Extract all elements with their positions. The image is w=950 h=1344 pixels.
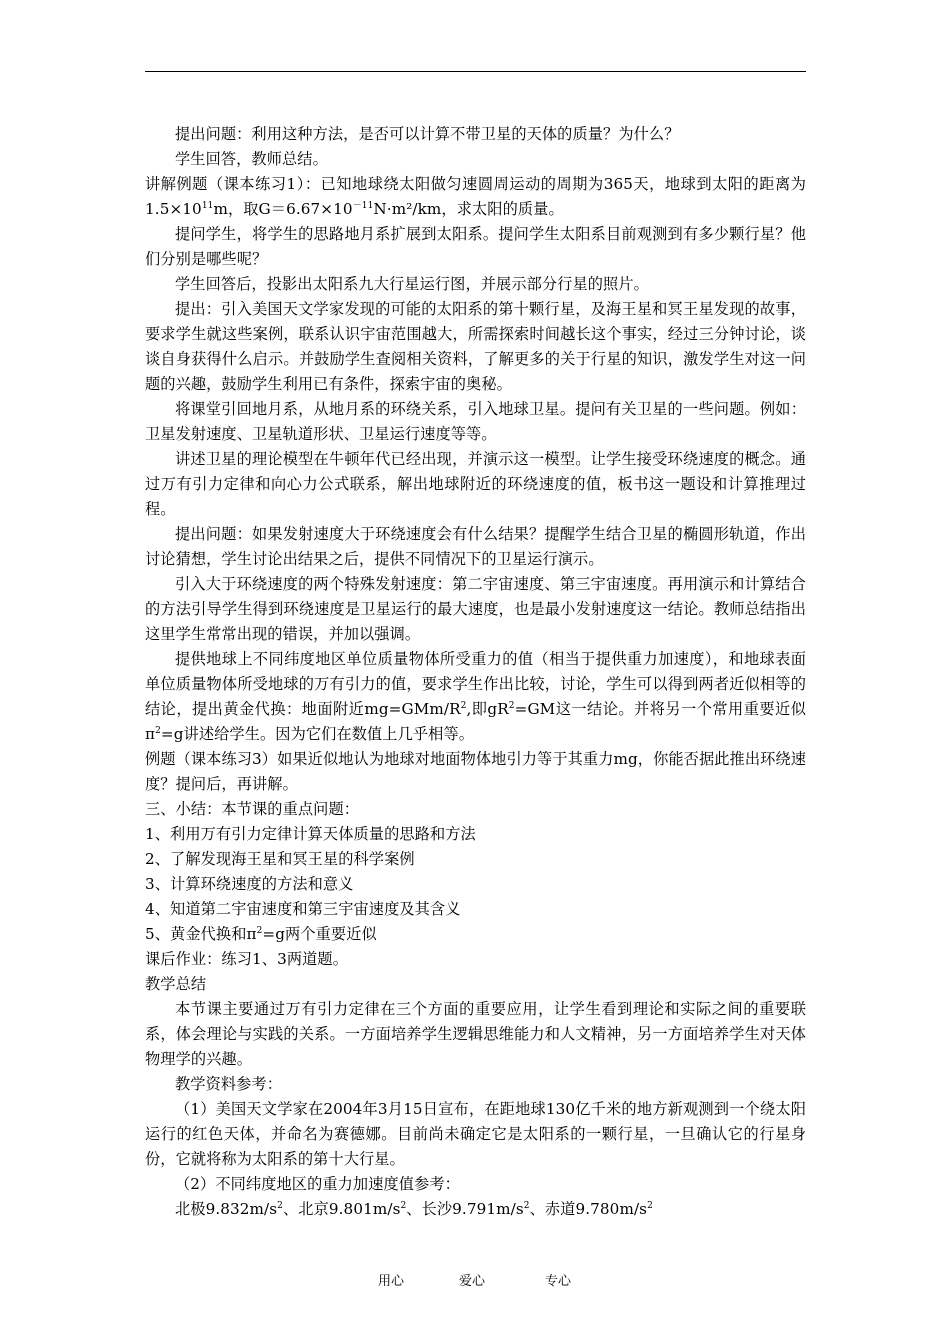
exponent: 2 — [647, 1200, 653, 1211]
paragraph: 将课堂引回地月系，从地月系的环绕关系，引入地球卫星。提问有关卫星的一些问题。例如：卫星发射速度、卫星轨道形状、卫星运行速度等等。 — [145, 400, 806, 443]
summary-item: 1、利用万有引力定律计算天体质量的思路和方法 — [145, 825, 476, 843]
golden-text: =g讲述给学生。因为它们在数值上几乎相等。 — [160, 725, 475, 743]
paragraph: 本节课主要通过万有引力定律在三个方面的重要应用，让学生看到理论和实际之间的重要联系，体会理论与实践的关系。一方面培养学生逻辑思维能力和人文精神，另一方面培养学生对天体物理学的兴趣。 — [145, 1000, 806, 1068]
separator: 、 — [406, 1200, 422, 1218]
exponent: 2 — [277, 1200, 283, 1211]
exponent: 2 — [508, 700, 515, 711]
section-heading: 教学总结 — [145, 975, 207, 993]
summary-item: 4、知道第二宇宙速度和第三宇宙速度及其含义 — [145, 900, 461, 918]
paragraph: 例题（课本练习3）如果近似地认为地球对地面物体地引力等于其重力mg，你能否据此推出环绕速度？提问后，再讲解。 — [145, 750, 806, 793]
exponent: 11 — [201, 200, 214, 211]
summary-heading: 三、小结：本节课的重点问题： — [145, 800, 360, 818]
exponent: 2 — [400, 1200, 407, 1211]
paragraph: 教学资料参考： — [175, 1075, 283, 1093]
header-rule — [145, 71, 806, 72]
gravity-value: 赤道9.780m/s — [544, 1200, 648, 1218]
paragraph: 提出问题：利用这种方法，是否可以计算不带卫星的天体的质量？为什么？ — [175, 125, 680, 143]
summary-5-text: 5、黄金代换和π — [145, 925, 257, 943]
separator: 、 — [283, 1200, 299, 1218]
separator: 、 — [529, 1200, 545, 1218]
paragraph: 提出：引入美国天文学家发现的可能的太阳系的第十颗行星，及海王星和冥王星发现的故事，要求学生就这些案例，联系认识宇宙范围越大，所需探索时间越长这个事实，经过三分钟讨论，谈谈自身获得什么启示。并鼓励学生查阅相关资料，了解更多的关于行星的知识，激发学生对这一问题的兴趣，鼓励学生利用已有条件，探索宇宙的奥秘。 — [145, 300, 806, 393]
footer-item: 专心 — [545, 1274, 572, 1289]
golden-substitution-paragraph — [145, 647, 806, 747]
example-1-text: m，取G＝6.67×10 — [213, 200, 353, 218]
summary-item: 3、计算环绕速度的方法和意义 — [145, 875, 354, 893]
footer-item: 用心 — [378, 1274, 405, 1289]
summary-item — [145, 922, 806, 947]
gravity-value: 北京9.801m/s — [298, 1200, 401, 1218]
paragraph: 讲述卫星的理论模型在牛顿年代已经出现，并演示这一模型。让学生接受环绕速度的概念。通过万有引力定律和向心力公式联系，解出地球附近的环绕速度的值，板书这一题设和计算推理过程。 — [145, 450, 806, 518]
summary-5-text: =g两个重要近似 — [262, 925, 377, 943]
gravity-value: 长沙9.791m/s — [421, 1200, 524, 1218]
exponent: 2 — [460, 700, 467, 711]
gravity-values-line — [145, 1197, 806, 1222]
paragraph: 学生回答，教师总结。 — [175, 150, 328, 168]
paragraph: （2）不同纬度地区的重力加速度值参考： — [175, 1175, 460, 1193]
example-1-text: N·m²/km，求太阳的质量。 — [373, 200, 564, 218]
example-1-text: 讲解例题（课本练习1）：已知地球绕太阳做匀速圆周运动的周期为365天，地球到太阳的距离为1.5×10 — [145, 175, 806, 218]
golden-text: ,即gR — [466, 700, 509, 718]
footer-item: 爱心 — [459, 1274, 486, 1289]
golden-text: 提供地球上不同纬度地区单位质量物体所受重力的值（相当于提供重力加速度），和地球表面单位质量物体所受地球的万有引力的值，要求学生作出比较，讨论，学生可以得到两者近似相等的结论，提出黄金代换：地面附近mg=GMm/R — [145, 650, 806, 718]
paragraph: （1）美国天文学家在2004年3月15日宣布，在距地球130亿千米的地方新观测到一个绕太阳运行的红色天体，并命名为赛德娜。目前尚未确定它是太阳系的一颗行星，一旦确认它的行星身份，它就将称为太阳系的第十大行星。 — [145, 1100, 806, 1168]
document-body — [145, 122, 806, 1222]
example-1-paragraph — [145, 172, 806, 222]
exponent: 2 — [256, 925, 263, 936]
homework: 课后作业：练习1、3两道题。 — [145, 950, 348, 968]
paragraph: 提问学生，将学生的思路地月系扩展到太阳系。提问学生太阳系目前观测到有多少颗行星？他们分别是哪些呢？ — [145, 225, 806, 268]
paragraph: 引入大于环绕速度的两个特殊发射速度：第二宇宙速度、第三宇宙速度。再用演示和计算结合的方法引导学生得到环绕速度是卫星运行的最大速度，也是最小发射速度这一结论。教师总结指出这里学生常常出现的错误，并加以强调。 — [145, 575, 806, 643]
paragraph: 提出问题：如果发射速度大于环绕速度会有什么结果？提醒学生结合卫星的椭圆形轨道，作出讨论猜想，学生讨论出结果之后，提供不同情况下的卫星运行演示。 — [145, 525, 806, 568]
paragraph: 学生回答后，投影出太阳系九大行星运行图，并展示部分行星的照片。 — [175, 275, 649, 293]
summary-item: 2、了解发现海王星和冥王星的科学案例 — [145, 850, 415, 868]
exponent: 2 — [155, 725, 161, 736]
exponent: －11 — [352, 200, 374, 211]
golden-text: =GM这一结论。并将另一个常用重要近似π — [145, 700, 807, 743]
gravity-value: 北极9.832m/s — [175, 1200, 278, 1218]
exponent: 2 — [523, 1200, 530, 1211]
